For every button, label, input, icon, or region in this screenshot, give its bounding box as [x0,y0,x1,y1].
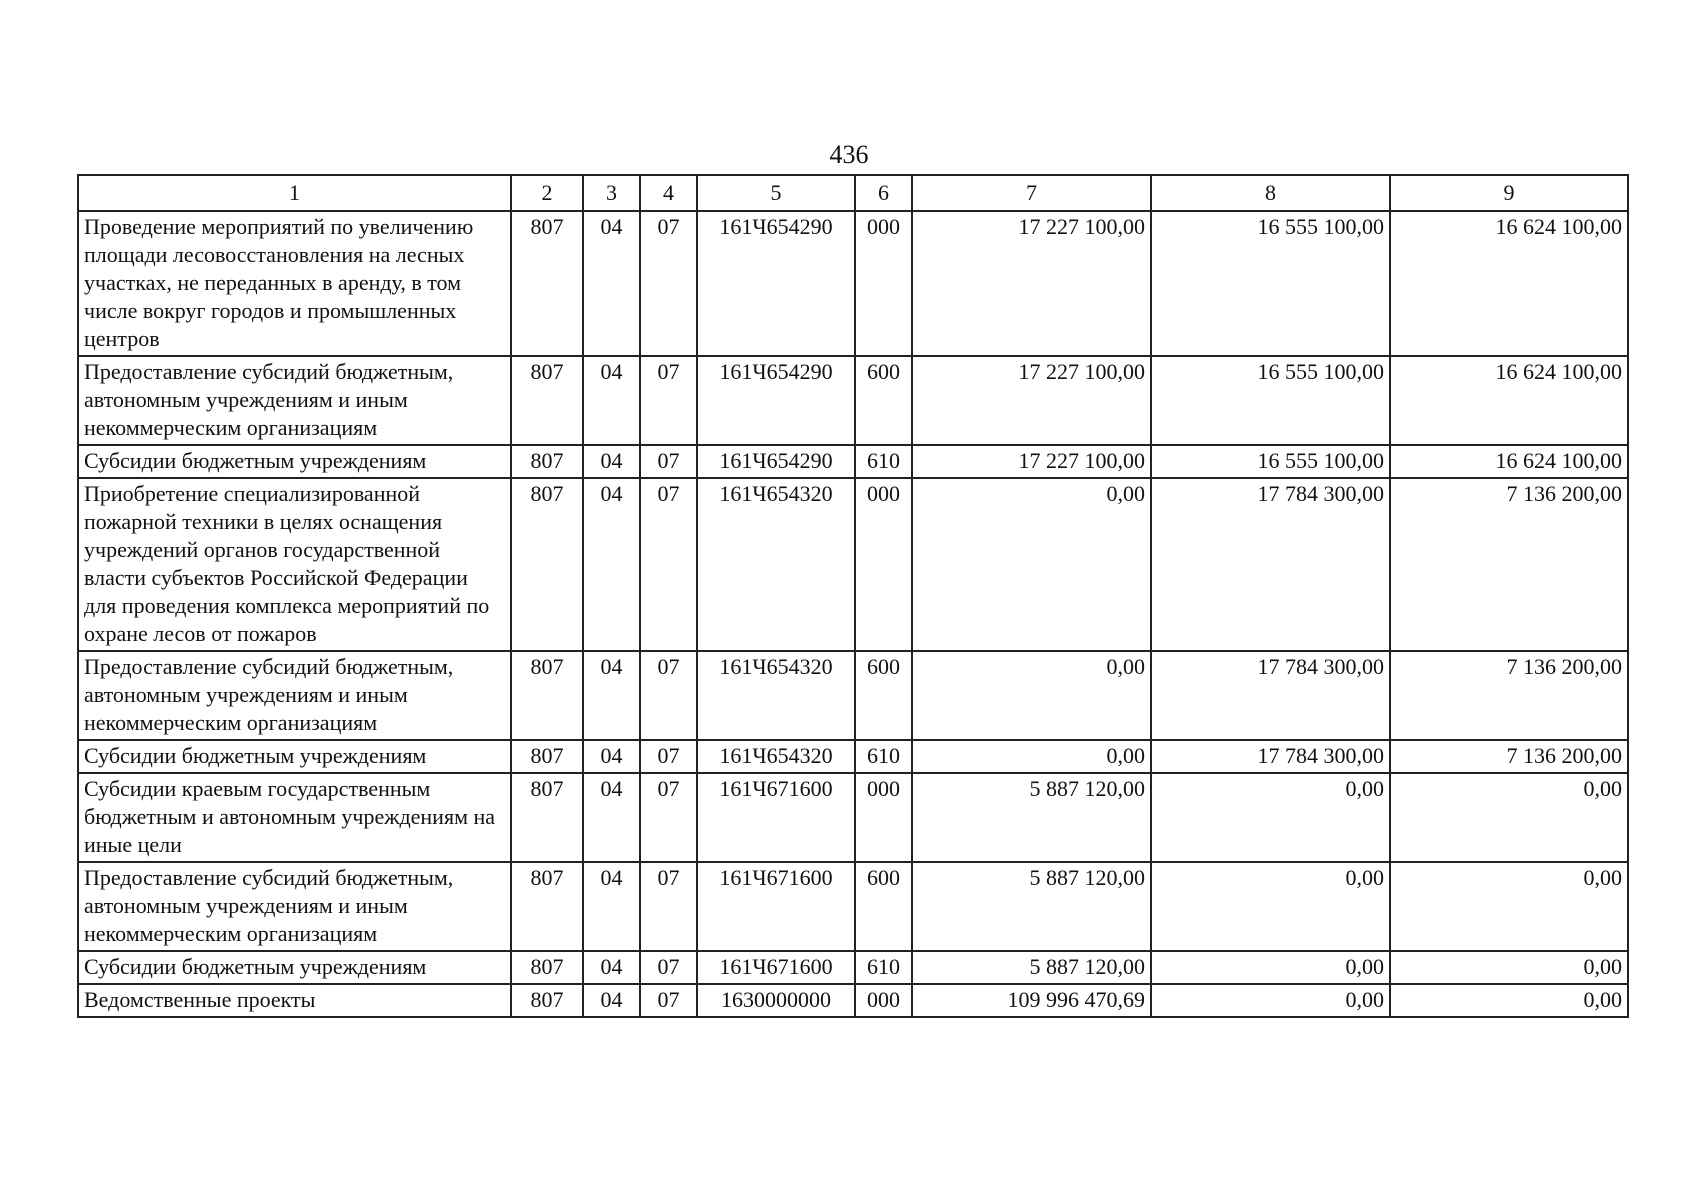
code-subsection: 07 [640,740,697,773]
code-expense-type: 000 [855,211,912,356]
code-ministry: 807 [511,211,583,356]
code-section: 04 [583,773,640,862]
code-ministry: 807 [511,773,583,862]
amount-col-8: 0,00 [1151,951,1390,984]
code-subsection: 07 [640,445,697,478]
amount-col-8: 16 555 100,00 [1151,211,1390,356]
row-name: Субсидии бюджетным учреждениям [78,740,511,773]
code-target-article: 161Ч671600 [697,862,855,951]
code-expense-type: 600 [855,651,912,740]
amount-col-8: 0,00 [1151,773,1390,862]
code-subsection: 07 [640,356,697,445]
code-section: 04 [583,356,640,445]
code-section: 04 [583,478,640,651]
table-row [78,862,1628,951]
page-number: 436 [829,140,869,169]
column-header-8: 8 [1151,175,1390,211]
amount-col-9: 0,00 [1390,951,1628,984]
amount-col-8: 17 784 300,00 [1151,740,1390,773]
amount-col-7: 0,00 [912,740,1151,773]
table-row [78,356,1628,445]
code-target-article: 161Ч671600 [697,773,855,862]
code-subsection: 07 [640,951,697,984]
code-expense-type: 000 [855,478,912,651]
row-name: Проведение мероприятий по увеличению площади лесовосстановления на лесных участках, не переданных в аренду, в том числе вокруг городов и промышленных центров [78,211,511,356]
code-target-article: 161Ч654320 [697,651,855,740]
column-header-9: 9 [1390,175,1628,211]
code-target-article: 161Ч654290 [697,356,855,445]
code-section: 04 [583,740,640,773]
amount-col-9: 16 624 100,00 [1390,356,1628,445]
code-target-article: 161Ч654320 [697,478,855,651]
amount-col-7: 0,00 [912,478,1151,651]
code-ministry: 807 [511,951,583,984]
code-section: 04 [583,445,640,478]
row-name: Предоставление субсидий бюджетным, автономным учреждениям и иным некоммерческим организациям [78,651,511,740]
code-subsection: 07 [640,478,697,651]
amount-col-9: 0,00 [1390,984,1628,1017]
code-section: 04 [583,862,640,951]
code-ministry: 807 [511,478,583,651]
row-name: Субсидии краевым государственным бюджетным и автономным учреждениям на иные цели [78,773,511,862]
code-target-article: 1630000000 [697,984,855,1017]
column-header-4: 4 [640,175,697,211]
amount-col-7: 5 887 120,00 [912,862,1151,951]
code-expense-type: 000 [855,984,912,1017]
code-subsection: 07 [640,651,697,740]
column-header-1: 1 [78,175,511,211]
amount-col-8: 0,00 [1151,862,1390,951]
amount-col-7: 109 996 470,69 [912,984,1151,1017]
row-name: Ведомственные проекты [78,984,511,1017]
column-header-5: 5 [697,175,855,211]
column-header-2: 2 [511,175,583,211]
table-row [78,211,1628,356]
amount-col-8: 17 784 300,00 [1151,478,1390,651]
table-row [78,445,1628,478]
code-target-article: 161Ч654290 [697,445,855,478]
amount-col-7: 0,00 [912,651,1151,740]
amount-col-7: 5 887 120,00 [912,951,1151,984]
table-row [78,651,1628,740]
row-name: Субсидии бюджетным учреждениям [78,951,511,984]
amount-col-9: 16 624 100,00 [1390,211,1628,356]
header-row [78,175,1628,211]
code-section: 04 [583,211,640,356]
amount-col-9: 0,00 [1390,773,1628,862]
amount-col-7: 17 227 100,00 [912,211,1151,356]
code-subsection: 07 [640,862,697,951]
budget-table [77,174,1629,1018]
amount-col-9: 7 136 200,00 [1390,478,1628,651]
code-target-article: 161Ч671600 [697,951,855,984]
table-row [78,478,1628,651]
code-ministry: 807 [511,862,583,951]
column-header-6: 6 [855,175,912,211]
code-section: 04 [583,651,640,740]
code-expense-type: 000 [855,773,912,862]
amount-col-7: 17 227 100,00 [912,356,1151,445]
table-row [78,773,1628,862]
table-row [78,951,1628,984]
code-ministry: 807 [511,740,583,773]
amount-col-9: 0,00 [1390,862,1628,951]
code-ministry: 807 [511,651,583,740]
row-name: Предоставление субсидий бюджетным, автономным учреждениям и иным некоммерческим организациям [78,862,511,951]
amount-col-8: 16 555 100,00 [1151,445,1390,478]
amount-col-7: 17 227 100,00 [912,445,1151,478]
code-expense-type: 610 [855,740,912,773]
code-ministry: 807 [511,356,583,445]
amount-col-7: 5 887 120,00 [912,773,1151,862]
column-header-3: 3 [583,175,640,211]
code-target-article: 161Ч654320 [697,740,855,773]
table-row [78,984,1628,1017]
row-name: Приобретение специализированной пожарной техники в целях оснащения учреждений органов государственной власти субъектов Российской Федерации для проведения комплекса мероприятий по охране лесов от пожаров [78,478,511,651]
code-expense-type: 600 [855,862,912,951]
row-name: Субсидии бюджетным учреждениям [78,445,511,478]
code-ministry: 807 [511,445,583,478]
code-target-article: 161Ч654290 [697,211,855,356]
amount-col-9: 7 136 200,00 [1390,651,1628,740]
code-expense-type: 610 [855,951,912,984]
code-subsection: 07 [640,211,697,356]
table-row [78,740,1628,773]
code-expense-type: 610 [855,445,912,478]
amount-col-8: 0,00 [1151,984,1390,1017]
code-expense-type: 600 [855,356,912,445]
code-section: 04 [583,951,640,984]
code-subsection: 07 [640,984,697,1017]
code-ministry: 807 [511,984,583,1017]
row-name: Предоставление субсидий бюджетным, автономным учреждениям и иным некоммерческим организациям [78,356,511,445]
column-header-7: 7 [912,175,1151,211]
amount-col-9: 7 136 200,00 [1390,740,1628,773]
amount-col-8: 17 784 300,00 [1151,651,1390,740]
code-section: 04 [583,984,640,1017]
code-subsection: 07 [640,773,697,862]
amount-col-9: 16 624 100,00 [1390,445,1628,478]
amount-col-8: 16 555 100,00 [1151,356,1390,445]
